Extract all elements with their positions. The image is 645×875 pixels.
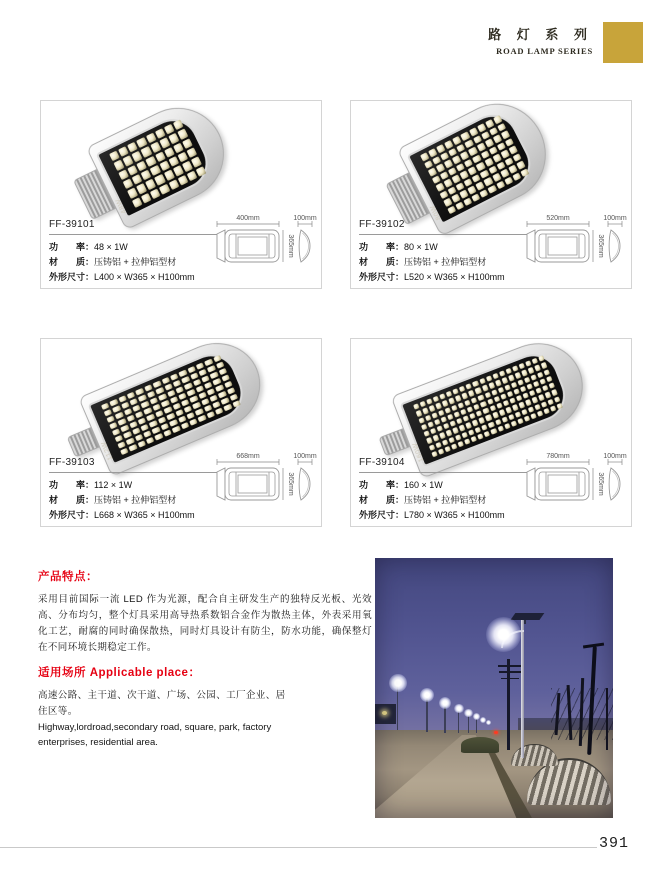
- model-number: FF-39102: [359, 219, 405, 230]
- spec-size-label: 外形尺寸：: [49, 510, 95, 520]
- spec-size-value: L780 × W365 × H100mm: [404, 510, 505, 520]
- width-dim-label: 365mm: [287, 472, 294, 496]
- applicable-heading: 适用场所 Applicable place：: [38, 667, 201, 679]
- depth-dim-label: 100mm: [603, 453, 627, 460]
- dimension-diagram: [201, 450, 319, 520]
- night-scene-photo: [375, 558, 613, 818]
- spec-power-value: 112 × 1W: [94, 480, 133, 490]
- gold-accent-block: [603, 22, 643, 63]
- length-dim-label: 520mm: [546, 215, 570, 222]
- model-number: FF-39101: [49, 219, 95, 230]
- dimension-diagram: [511, 450, 629, 520]
- series-title-cn: 路 灯 系 列: [488, 27, 593, 42]
- spec-material-label: 材 质：: [49, 257, 95, 267]
- depth-dim-label: 100mm: [293, 453, 317, 460]
- length-dim-label: 780mm: [546, 453, 570, 460]
- spec-power-value: 80 × 1W: [404, 242, 438, 252]
- spec-power-label: 功 率：: [359, 242, 405, 252]
- depth-dim-label: 100mm: [293, 215, 317, 222]
- length-dim-label: 668mm: [236, 453, 260, 460]
- model-number: FF-39103: [49, 457, 95, 468]
- spec-material-value: 压铸铝 + 拉伸铝型材: [404, 495, 487, 505]
- spec-size-value: L520 × W365 × H100mm: [404, 272, 505, 282]
- spec-material-value: 压铸铝 + 拉伸铝型材: [94, 257, 177, 267]
- spec-size-label: 外形尺寸：: [49, 272, 95, 282]
- applicable-body-cn: 高速公路、主干道、次干道、广场、公园、工厂企业、居住区等。: [38, 690, 286, 717]
- length-dim-label: 400mm: [236, 215, 260, 222]
- series-title-en: ROAD LAMP SERIES: [496, 46, 593, 56]
- watt-marking: 80W: [429, 203, 443, 222]
- product-card-ff39103: [40, 338, 322, 527]
- spec-power-label: 功 率：: [359, 480, 405, 490]
- spec-material-label: 材 质：: [49, 495, 95, 505]
- watt-marking: 112W: [100, 440, 115, 461]
- spec-material-value: 压铸铝 + 拉伸铝型材: [94, 495, 177, 505]
- width-dim-label: 365mm: [287, 234, 294, 258]
- spec-power-value: 160 × 1W: [404, 480, 443, 490]
- led-array: [413, 355, 563, 457]
- footer-rule: [0, 847, 597, 848]
- spec-size-label: 外形尺寸：: [359, 272, 405, 282]
- spec-power-value: 48 × 1W: [94, 242, 128, 252]
- features-heading: 产品特点：: [38, 571, 98, 583]
- divider-rule: [359, 472, 533, 473]
- header-titles: [488, 22, 593, 56]
- photo-vignette: [375, 558, 613, 818]
- spec-power-label: 功 率：: [49, 480, 95, 490]
- product-photo: [45, 105, 297, 217]
- width-dim-label: 365mm: [597, 472, 604, 496]
- watt-marking: 160W: [411, 441, 426, 463]
- spec-material-label: 材 质：: [359, 495, 405, 505]
- dimension-diagram: [201, 212, 319, 282]
- lamp-led-panel: [88, 346, 251, 465]
- led-array: [109, 119, 206, 208]
- watt-marking: 48W: [114, 197, 129, 215]
- product-card-ff39102: [350, 100, 632, 289]
- depth-dim-label: 100mm: [603, 215, 627, 222]
- dimension-diagram: [511, 212, 629, 282]
- divider-rule: [49, 472, 223, 473]
- divider-rule: [49, 234, 223, 235]
- features-body: 采用目前国际一流 LED 作为光源，配合自主研发生产的独特反光板、光效高、分布均匀，整个灯具采用高导热系数铝合金作为散热主体，外表采用氧化工艺，耐腐的同时确保散热，同时灯具设计有防尘，防水功能，确保整灯在不同环境长期稳定工作。: [38, 594, 372, 654]
- model-number: FF-39104: [359, 457, 405, 468]
- lamp-led-panel: [407, 106, 540, 225]
- applicable-place-section: [38, 664, 288, 750]
- spec-power-label: 功 率：: [49, 242, 95, 252]
- product-card-ff39101: [40, 100, 322, 289]
- applicable-body-en: Highway,lordroad,secondary road, square, park, factory enterprises, residential area.: [38, 722, 272, 748]
- spec-size-label: 外形尺寸：: [359, 510, 405, 520]
- product-features-section: [38, 568, 372, 657]
- divider-rule: [359, 234, 533, 235]
- spec-size-value: L400 × W365 × H100mm: [94, 272, 195, 282]
- product-card-ff39104: [350, 338, 632, 527]
- lamp-led-panel: [96, 111, 217, 219]
- led-array: [101, 355, 241, 455]
- spec-material-label: 材 质：: [359, 257, 405, 267]
- page-header: [488, 22, 643, 63]
- led-array: [420, 115, 529, 214]
- width-dim-label: 365mm: [597, 234, 604, 258]
- spec-material-value: 压铸铝 + 拉伸铝型材: [404, 257, 487, 267]
- page-number: 391: [599, 835, 630, 852]
- spec-size-value: L668 × W365 × H100mm: [94, 510, 195, 520]
